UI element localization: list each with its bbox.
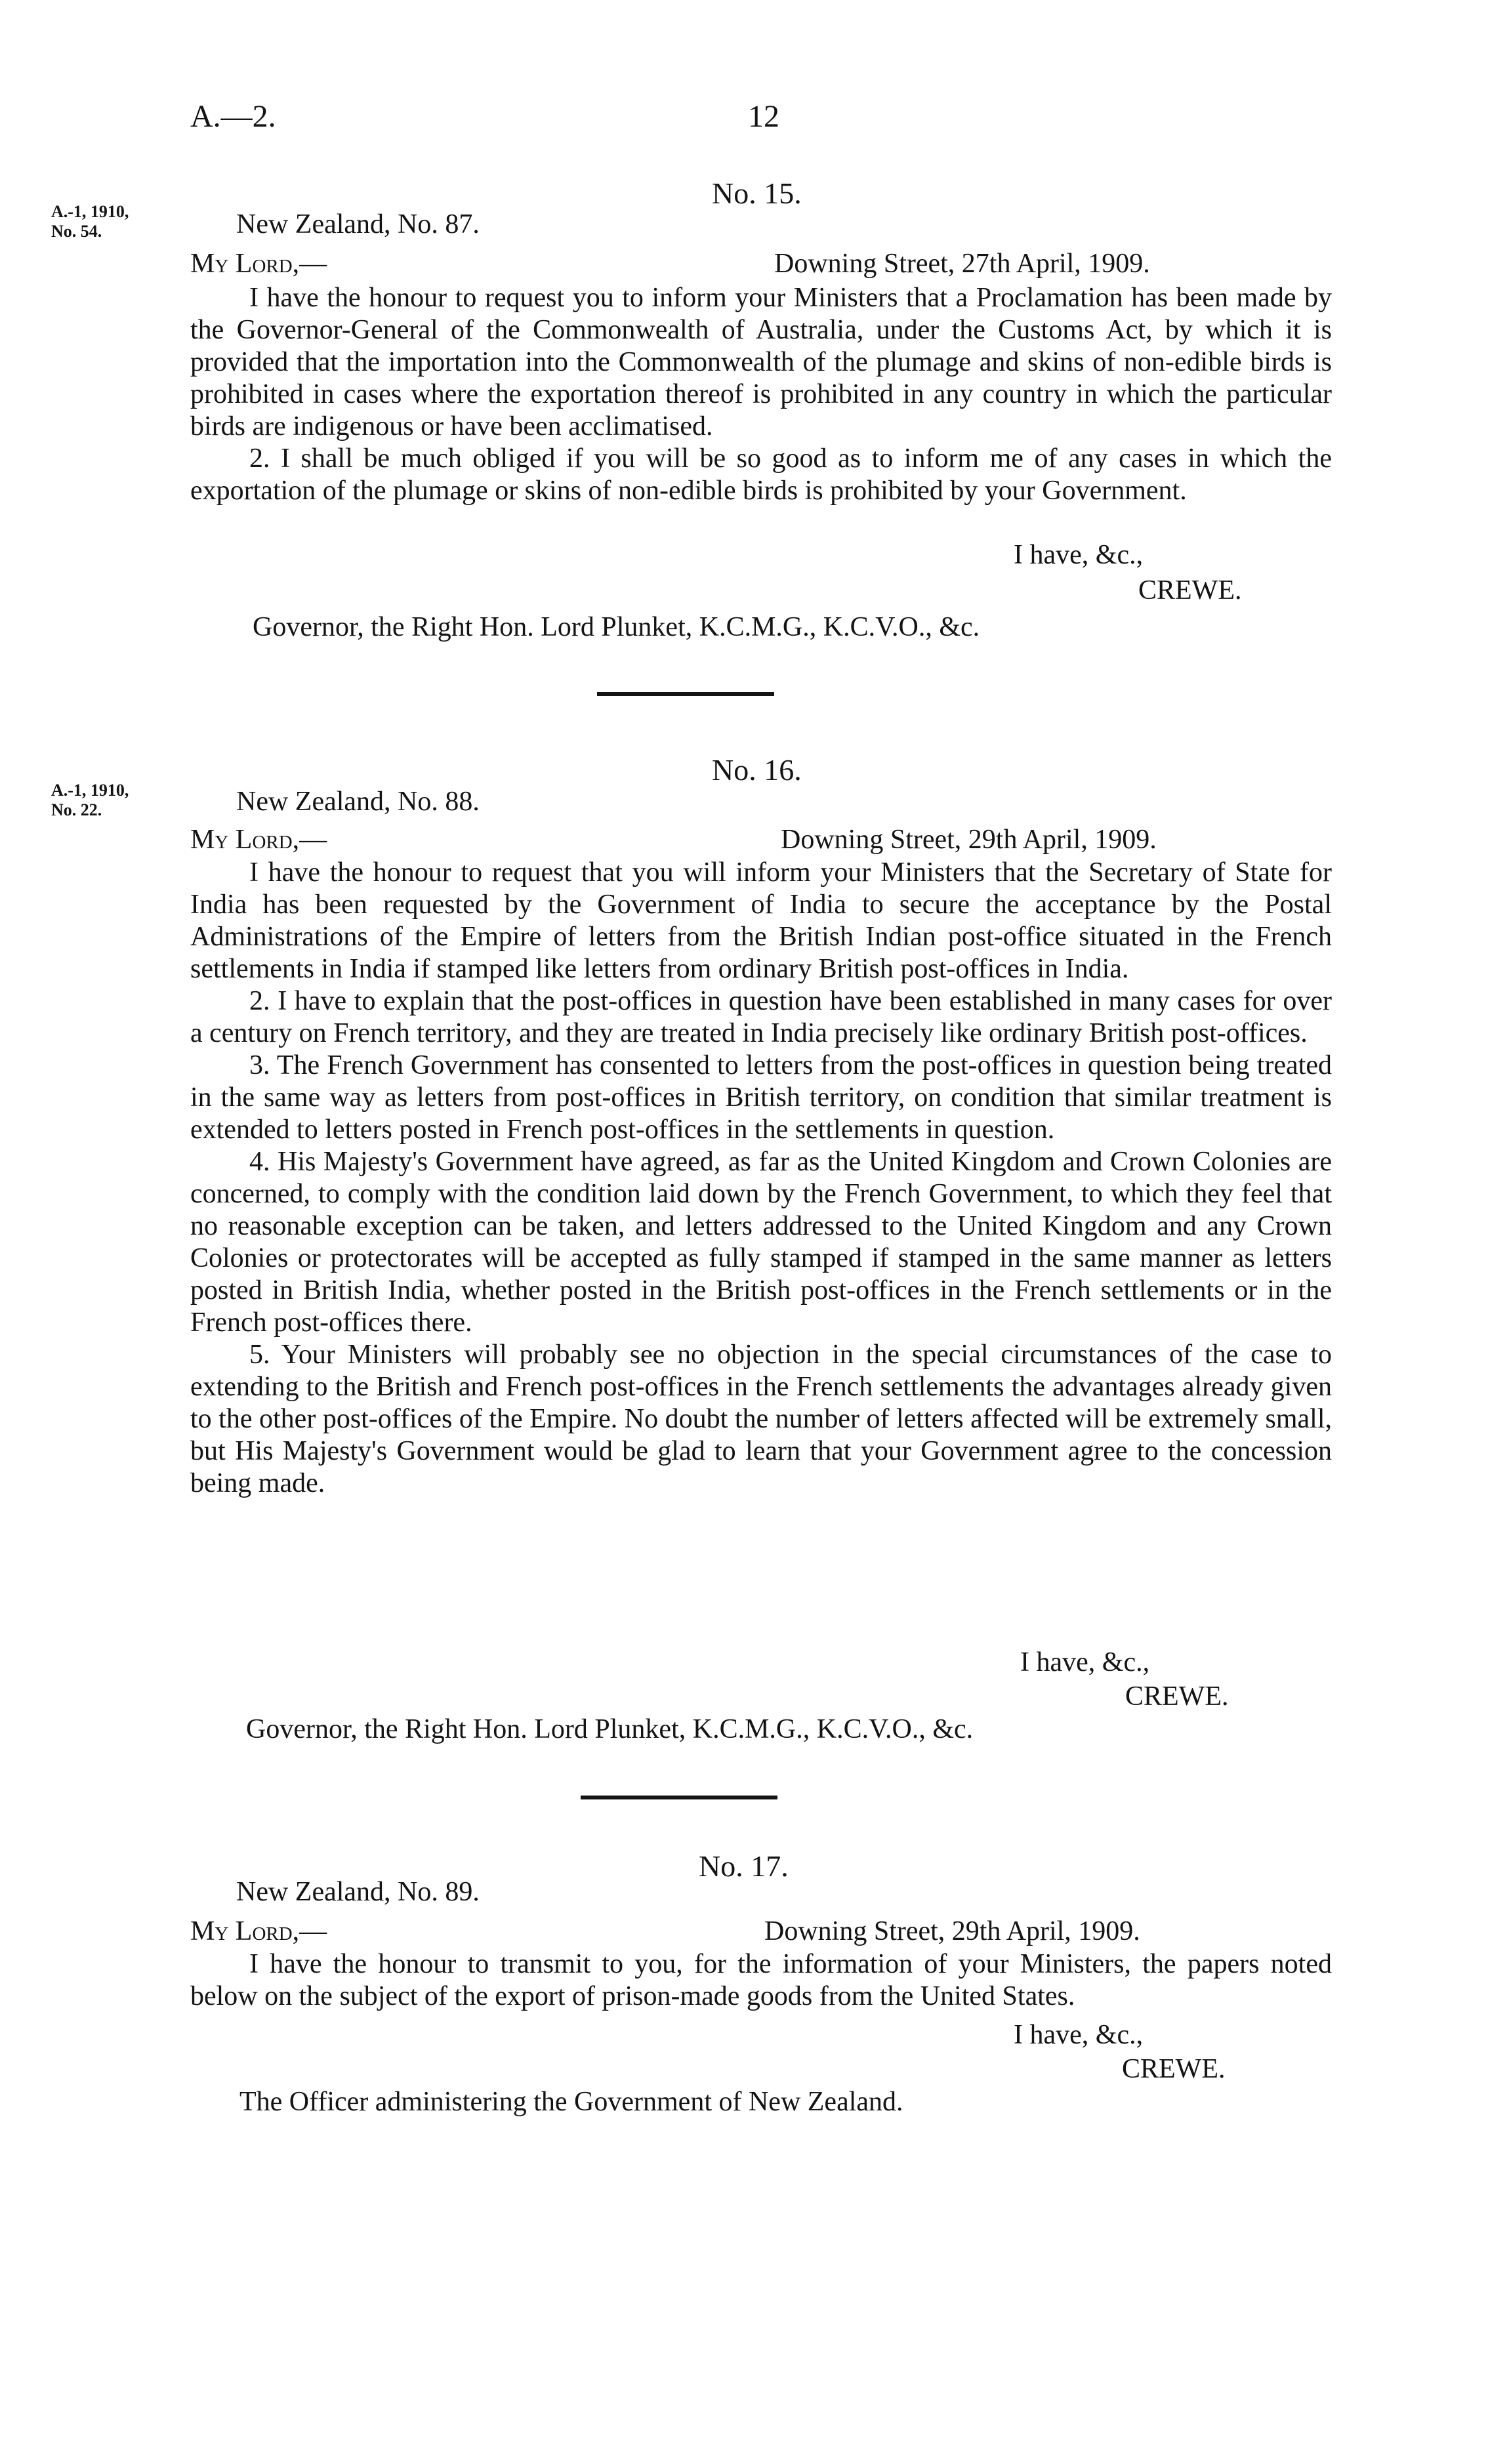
letter-body bbox=[190, 1948, 1332, 2013]
paragraph: 2. I have to explain that the post-offices in question have been established in many cases for over a century on French territory, and they are treated in India precisely like ordinary British post-offices. bbox=[190, 986, 1332, 1048]
signature: CREWE. bbox=[1125, 1681, 1229, 1712]
margin-ref-line: No. 54. bbox=[51, 222, 102, 241]
section-divider bbox=[581, 1796, 777, 1799]
letter-number: No. 17. bbox=[699, 1849, 789, 1883]
salutation: My Lord,— bbox=[190, 249, 327, 279]
series-code: A.—2. bbox=[190, 99, 276, 134]
addressee: Governor, the Right Hon. Lord Plunket, K.C.M.G., K.C.V.O., &c. bbox=[253, 612, 980, 642]
letter-number: No. 15. bbox=[712, 176, 802, 210]
margin-reference bbox=[51, 202, 129, 241]
closing: I have, &c., bbox=[1014, 2020, 1144, 2050]
salutation: My Lord,— bbox=[190, 825, 327, 855]
paragraph: I have the honour to request you to inform your Ministers that a Proclamation has been made by the Governor-General of the Commonwealth of Australia, under the Customs Act, by which it is provided that the importation into the Commonwealth of the plumage and skins of non-edible birds is prohibited in cases where the exportation thereof is prohibited in any country in which the particular birds are indigenous or have been acclimatised. bbox=[190, 283, 1332, 441]
closing: I have, &c., bbox=[1020, 1647, 1150, 1677]
section-divider bbox=[597, 692, 774, 696]
signature: CREWE. bbox=[1138, 575, 1242, 606]
addressee: Governor, the Right Hon. Lord Plunket, K.C.M.G., K.C.V.O., &c. bbox=[246, 1714, 974, 1744]
margin-ref-line: A.-1, 1910, bbox=[51, 781, 129, 800]
page-number: 12 bbox=[748, 99, 779, 134]
paragraph: 4. His Majesty's Government have agreed, as far as the United Kingdom and Crown Colonies are concerned, to comply with the condition laid down by the French Government, to which they feel that no reasonable exception can be taken, and letters addressed to the United Kingdom and any Crown Colonies or protectorates will be accepted as fully stamped if stamped in the same manner as letters posted in British India, whether posted in the British post-offices in the French settlements or in the French post-offices there. bbox=[190, 1147, 1332, 1338]
letter-number: No. 16. bbox=[712, 753, 802, 787]
letter-body bbox=[190, 857, 1332, 1500]
paragraph: 2. I shall be much obliged if you will be so good as to inform me of any cases in which the exportation of the plumage or skins of non-edible birds is prohibited by your Government. bbox=[190, 443, 1332, 506]
closing: I have, &c., bbox=[1014, 540, 1144, 570]
margin-ref-line: No. 22. bbox=[51, 800, 102, 819]
letter-date: Downing Street, 27th April, 1909. bbox=[774, 249, 1150, 279]
dispatch-reference: New Zealand, No. 89. bbox=[236, 1877, 480, 1907]
letter-body bbox=[190, 282, 1332, 507]
dispatch-reference: New Zealand, No. 87. bbox=[236, 209, 480, 239]
letter-date: Downing Street, 29th April, 1909. bbox=[781, 825, 1157, 855]
margin-ref-line: A.-1, 1910, bbox=[51, 202, 129, 221]
paragraph: I have the honour to transmit to you, for the information of your Ministers, the papers noted below on the subject of the export of prison-made goods from the United States. bbox=[190, 1949, 1332, 2011]
paragraph: I have the honour to request that you will inform your Ministers that the Secretary of State for India has been requested by the Government of India to secure the acceptance by the Postal Administrations of the Empire of letters from the British Indian post-office situated in the French settlements in India if stamped like letters from ordinary British post-offices in India. bbox=[190, 857, 1332, 984]
signature: CREWE. bbox=[1122, 2054, 1226, 2084]
paragraph: 3. The French Government has consented to letters from the post-offices in question being treated in the same way as letters from post-offices in British territory, on condition that similar treatment is extended to letters posted in French post-offices in the settlements in question. bbox=[190, 1050, 1332, 1145]
dispatch-reference: New Zealand, No. 88. bbox=[236, 787, 480, 817]
paragraph: 5. Your Ministers will probably see no objection in the special circumstances of the case to extending to the British and French post-offices in the French settlements the advantages already given to the other post-offices of the Empire. No doubt the number of letters affected will be extremely small, but His Majesty's Government would be glad to learn that your Government agree to the concession being made. bbox=[190, 1340, 1332, 1498]
letter-date: Downing Street, 29th April, 1909. bbox=[764, 1916, 1140, 1946]
addressee: The Officer administering the Government of New Zealand. bbox=[239, 2087, 903, 2117]
margin-reference bbox=[51, 781, 129, 820]
salutation: My Lord,— bbox=[190, 1916, 327, 1946]
